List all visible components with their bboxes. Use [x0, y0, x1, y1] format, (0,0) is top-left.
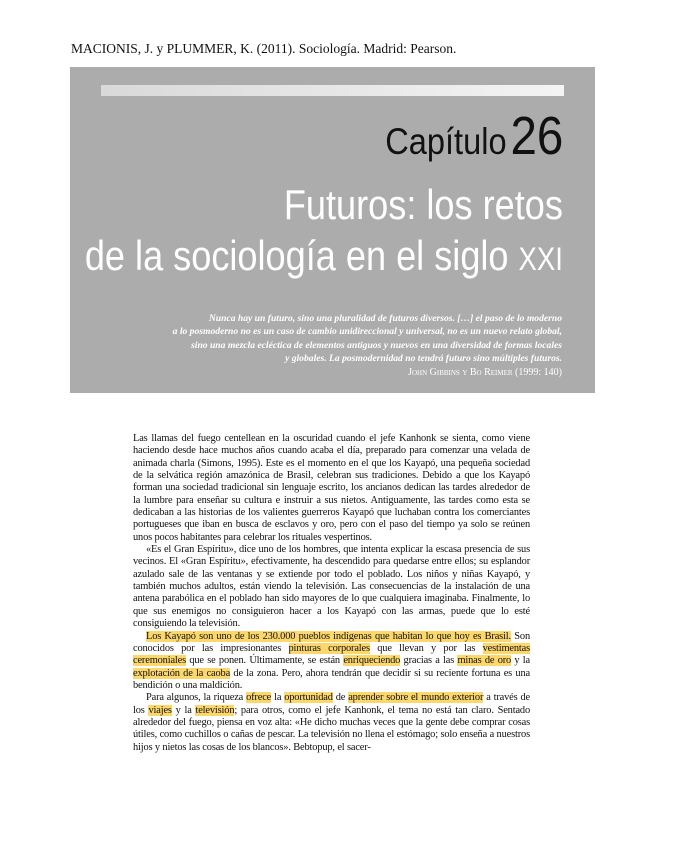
- text-span: y la: [171, 704, 196, 716]
- text-span: la: [271, 692, 285, 704]
- epigraph-line-1: Nunca hay un futuro, sino una pluralidad de futuros diversos. […] el paso de lo moderno: [208, 313, 562, 324]
- chapter-banner: [70, 67, 595, 393]
- epigraph: [92, 312, 562, 379]
- chapter-title-line-2: [85, 230, 563, 285]
- highlight-television: televisión: [195, 704, 235, 716]
- text-span: que llevan y por las: [369, 642, 483, 654]
- paragraph-2: «Es el Gran Espíritu», dice uno de los hombres, que intenta explicar la escasa presencia de sus vecinos. El «Gran Espíritu», efectivamente, ha descendido para quedarse entre ellos; su esplandor azulado sale de las ventanas y se extiende por todo el poblado. Los niños y niñas Kayapó, y también muchos adultos, están viendo la televisión. Las consecuencias de la instalación de una antena parabólica en el poblado han sido mayores de lo que cualquiera imaginaba. Finalmente, lo que sus enemigos no consiguieron hacer a los Kayapó con las armas, puede que lo esté consiguiendo la televisión.: [133, 544, 530, 630]
- paragraph-1: Las llamas del fuego centellean en la oscuridad cuando el jefe Kanhonk se sienta, como viene haciendo desde hace muchos años cuando acaba el día, preparado para comenzar una velada de animada charla (Simons, 1995). Este es el momento en el que los Kayapó, una pequeña sociedad de la selvática región amazónica de Brasil, celebran sus tradiciones. Debido a que los Kayapó forman una sociedad tradicional sin lenguaje escrito, los ancianos dedican las tardes alrededor de la lumbre para enseñar su cultura e instruir a sus nietos. Antiguamente, las tardes como esta se dedicaban a las historias de los valientes guerreros Kayapó que luchaban contra los comerciantes portugueses que iban en busca de esclavos y oro, pero con el paso del tiempo ya solo se reúnen unos pocos habitantes para celebrar los rituales vespertinos.: [133, 433, 530, 543]
- chapter-number: 26: [510, 106, 563, 166]
- chapter-label: Capítulo: [384, 121, 507, 162]
- highlight-oportunidad: oportunidad: [284, 692, 333, 704]
- text-span: gracias a las: [400, 655, 458, 667]
- chapter-title-line-1: Futuros: los retos: [283, 181, 563, 228]
- highlight-viajes: viajes: [148, 704, 172, 716]
- chapter-title: [85, 179, 563, 285]
- highlight-ofrece: ofrece: [246, 692, 272, 704]
- epigraph-line-4: y globales. La posmodernidad no tendrá futuro sino múltiples futuros.: [285, 353, 562, 365]
- highlight-vestimentas: vestimentas ceremoniales: [133, 642, 531, 667]
- epigraph-source: [92, 366, 562, 379]
- text-span: Para algunos, la riqueza: [146, 692, 247, 704]
- text-span: de la zona. Pero, ahora tendrán que decidir si su reciente fortuna es una bendición o una maldición.: [133, 667, 530, 691]
- highlight-enriqueciendo: enriqueciendo: [343, 655, 401, 667]
- banner-rule: [101, 85, 564, 96]
- text-span: Son conocidos por las impresionantes: [133, 630, 530, 654]
- highlight-caoba: explotación de la caoba: [133, 667, 231, 679]
- epigraph-line-3: sino una mezcla ecléctica de elementos antiguos y nuevos en una diversidad de formas locales: [191, 339, 562, 351]
- chapter-title-line-2-main: de la sociología en el siglo: [84, 232, 519, 279]
- chapter-title-century: XXI: [518, 241, 563, 277]
- highlight-minas-oro: minas de oro: [457, 655, 512, 667]
- highlight-kayapo-brasil: Los Kayapó son uno de los 230.000 pueblos indígenas que habitan lo que hoy es Brasil.: [146, 630, 511, 642]
- text-span: ; para otros, como el jefe Kanhonk, el tema no está tan claro. Sentado alrededor del fuego, piensa en voz alta: «He dicho muchas veces que la gente debe comprar cosas útiles, como cuchillos o cañas de pescar. La televisión no llena el estómago; solo enseña a nuestros hijos y nietos las cosas de los blancos». Bebtopup, el sacer-: [133, 704, 531, 753]
- epigraph-source-ref: (1999: 140): [512, 366, 562, 378]
- paragraph-4: [133, 692, 530, 754]
- text-span: que se ponen. Últimamente, se están: [186, 655, 344, 667]
- highlight-aprender: aprender sobre el mundo exterior: [348, 692, 484, 704]
- text-span: y la: [511, 655, 531, 667]
- citation-header: MACIONIS, J. y PLUMMER, K. (2011). Sociología. Madrid: Pearson.: [71, 41, 457, 56]
- text-span: de: [332, 692, 349, 704]
- text-span: a través de los: [133, 692, 530, 716]
- highlight-pinturas: pinturas corporales: [288, 642, 370, 654]
- paragraph-3: [133, 631, 530, 693]
- chapter-heading: [385, 105, 563, 167]
- epigraph-source-name: John Gibbins y Bo Reimer: [408, 366, 513, 378]
- epigraph-line-2: a lo posmoderno no es un caso de cambio unidireccional y universal, no es un nuevo relato global,: [172, 326, 562, 338]
- body-text: [133, 433, 530, 754]
